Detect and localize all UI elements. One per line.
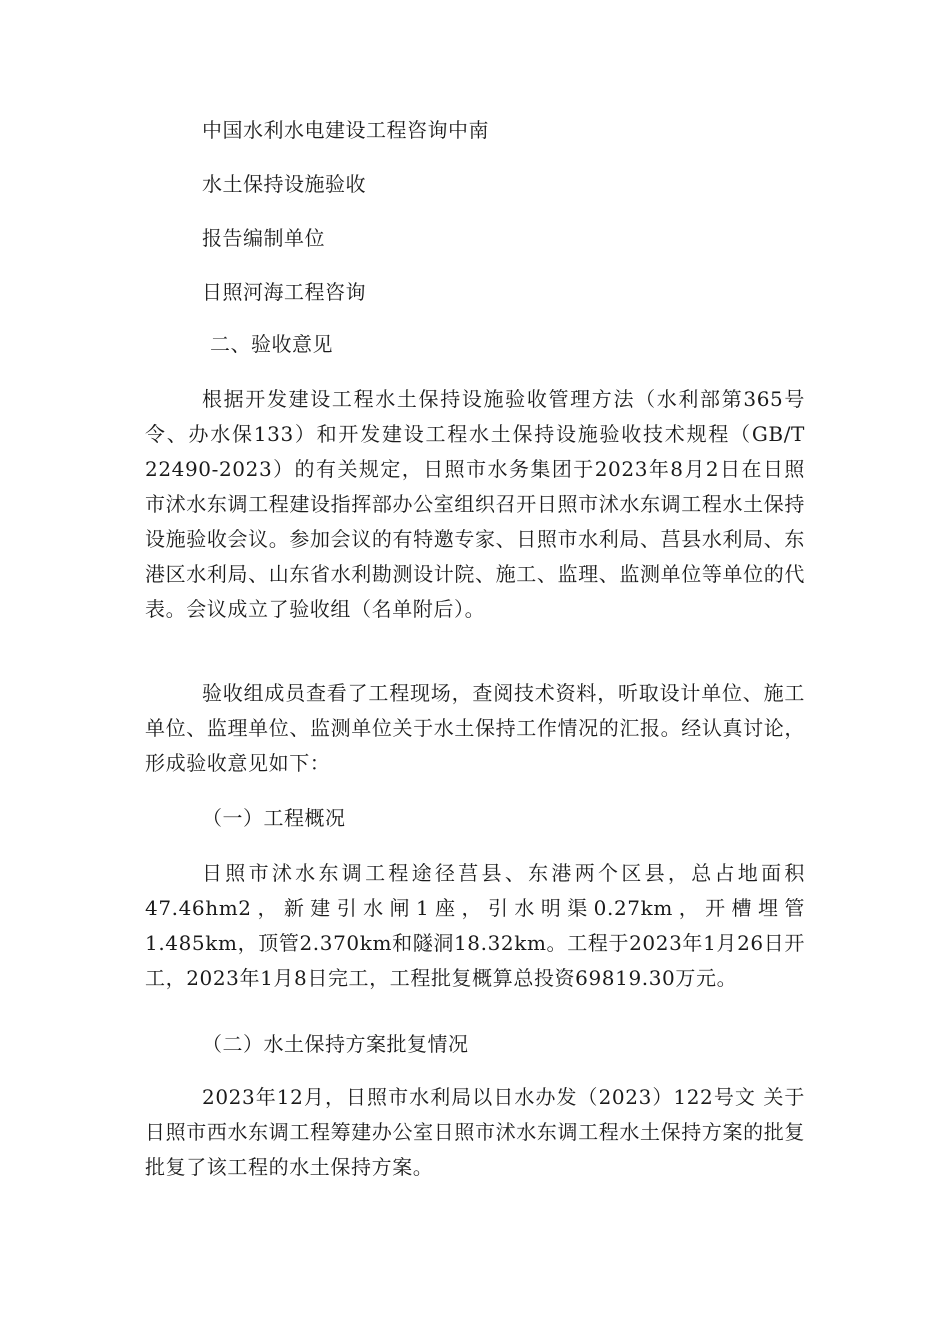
subheading-plan-approval: （二）水土保持方案批复情况 [202, 1032, 469, 1056]
paragraph-acceptance-basis: 根据开发建设工程水土保持设施验收管理方法（水利部第365号令、办水保133）和开发建设工程水土保持设施验收技术规程（GB/T 22490-2023）的有关规定，日照市水务集团于2023年8月2日在日照市沭水东调工程建设指挥部办公室组织召开日照市沭水东调工程水土保持设施验收会议。参加会议的有特邀专家、日照市水利局、莒县水利局、东港区水利局、山东省水利勘测设计院、施工、监理、监测单位等单位的代表。会议成立了验收组（名单附后）。 [145, 387, 805, 621]
header-line-compiler-name: 日照河海工程咨询 [202, 280, 366, 304]
subheading-project-overview: （一）工程概况 [202, 806, 346, 830]
header-line-consultant: 中国水利水电建设工程咨询中南 [202, 118, 489, 142]
header-line-report-title: 水土保持设施验收 [202, 172, 366, 196]
header-line-compiler-label: 报告编制单位 [202, 226, 325, 250]
paragraph-acceptance-review: 验收组成员查看了工程现场，查阅技术资料，听取设计单位、施工单位、监理单位、监测单位关于水土保持工作情况的汇报。经认真讨论，形成验收意见如下： [145, 681, 805, 775]
paragraph-plan-approval: 2023年12月，日照市水利局以日水办发（2023）122号文 关于日照市西水东调工程筹建办公室日照市沭水东调工程水土保持方案的批复批复了该工程的水土保持方案。 [145, 1085, 805, 1179]
section-heading-acceptance-opinion: 二、验收意见 [210, 332, 333, 356]
paragraph-project-overview: 日照市沭水东调工程途径莒县、东港两个区县，总占地面积47.46hm2，新建引水闸1座，引水明渠0.27km，开槽埋管1.485km，顶管2.370km和隧洞18.32km。工程于2023年1月26日开工，2023年1月8日完工，工程批复概算总投资69819.30万元。 [145, 861, 805, 990]
